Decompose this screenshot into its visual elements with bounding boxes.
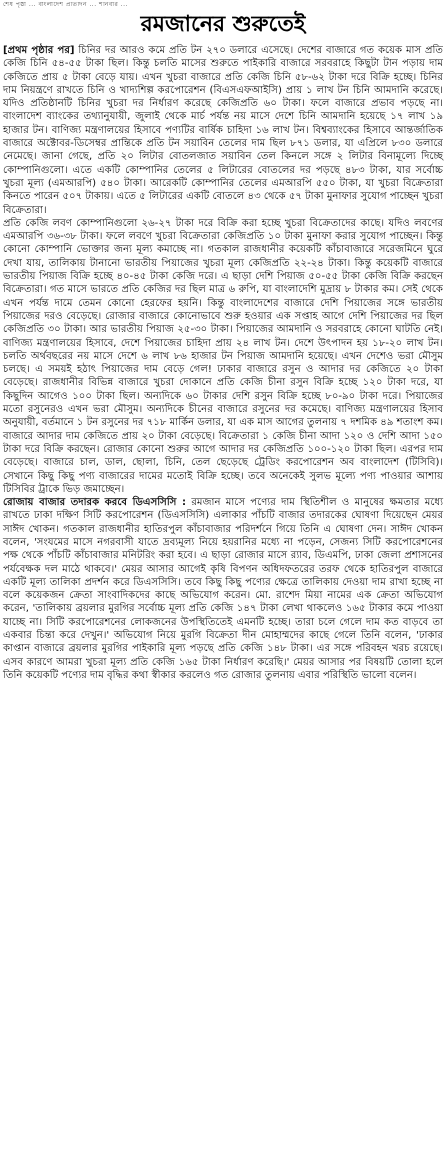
article-paragraph-3 [3, 496, 443, 682]
article-body [3, 44, 443, 682]
continued-from-label: [প্রথম পৃষ্ঠার পর] [3, 45, 75, 56]
article-paragraph-2: প্রতি কেজি লবণ কোম্পানিগুলো ২৬-২৭ টাকা দরে বিক্রি করা হচ্ছে খুচরা বিক্রেতাদের কাছে। যদিও লবণের এমআরপি ৩৬-৩৮ টাকা। ফলে লবণে খুচরা বিক্রেতারা কেজিপ্রতি ১০ টাকা মুনাফা করার সুযোগ পাচ্ছেন। কিন্তু কোনো কোম্পানি ভোক্তার জন্য মূল্য কমাচ্ছে না। গতকাল রাজধানীর কয়েকটি কাঁচাবাজারে সরেজমিনে ঘুরে দেখা যায়, তালিকায় টানানো ভারতীয় পিয়াজের খুচরা মূল্য কেজিপ্রতি ২২-২৪ টাকা। কিন্তু কয়েকটি বাজারে ভারতীয় পিয়াজ বিক্রি হচ্ছে ৪০-৪৫ টাকা কেজি দরে। এ ছাড়া দেশি পিয়াজ ৫০-৫৫ টাকা কেজি বিক্রি করছেন বিক্রেতারা। গত মাসে ভারতে প্রতি কেজির দর ছিল মাত্র ৬ রুপি, যা বাংলাদেশি মুদ্রায় ৮ টাকার কম। সেই থেকে এখন পর্যন্ত দামে তেমন কোনো হেরফের হয়নি। কিন্তু বাংলাদেশের বাজারে দেশি পিয়াজের সঙ্গে ভারতীয় পিয়াজের দরও বেড়েছে। রোজার বাজারে কোনোভাবে শুরু হওয়ার এক সপ্তাহ আগে দেশি পিয়াজের দর ছিল কেজিপ্রতি ৩০ টাকা। আর ভারতীয় পিয়াজ ২৫-৩০ টাকা। পিয়াজের আমদানি ও সরবরাহে কোনো ঘাটতি নেই। বাণিজ্য মন্ত্রণালয়ের হিসাবে, দেশে পিয়াজের চাহিদা প্রায় ২৪ লাখ টন। দেশে উৎপাদন হয় ১৮-২০ লাখ টন। চলতি অর্থবছরের নয় মাসে দেশে ৬ লাখ ৮৬ হাজার টন পিয়াজ আমদানি হয়েছে। এখন দেশেও ভরা মৌসুম চলছে। এ সময়ই হঠাৎ পিয়াজের দাম বেড়ে গেল! ঢাকার বাজারে রসুন ও আদার দর কেজিতে ২০ টাকা বেড়েছে। রাজধানীর বিভিন্ন বাজারে খুচরা দোকানে প্রতি কেজি চীনা রসুন বিক্রি হচ্ছে ১২০ টাকা দরে, যা কিছুদিন আগেও ১০০ টাকা ছিল। অন্যদিকে ৬০ টাকার দেশি রসুন বিক্রি হচ্ছে ৮০-৯০ টাকা দরে। পিয়াজের মতো রসুনেরও এখন ভরা মৌসুম। অন্যদিকে চীনের বাজারে রসুনের দর কমেছে। বাণিজ্য মন্ত্রণালয়ের হিসাব অনুযায়ী, বর্তমানে ১ টন রসুনের দর ৭১৮ মার্কিন ডলার, যা এক মাস আগের তুলনায় ৭ দশমিক ৪৯ শতাংশ কম। বাজারে আদার দাম কেজিতে প্রায় ২০ টাকা বেড়েছে। বিক্রেতারা ১ কেজি চীনা আদা ১২০ ও দেশি আদা ১৫০ টাকা দরে বিক্রি করছেন। রোজার কোনো শুরুর আগে আদার দর কেজিপ্রতি ১০০-১২০ টাকা ছিল। এরপর দাম বেড়েছে। বাজারে চাল, ডাল, ছোলা, চিনি, তেল ছেড়েছে ট্রেডিং করপোরেশন অব বাংলাদেশ (টিসিবি)। সেখানে কিছু কিছু পণ্য বাজারের দামের মতোই বিক্রি হচ্ছে। তবে অনেকেই সুলভ মূল্যে পণ্য পাওয়ার আশায় টিসিবির ট্রাকে ভিড় জমাচ্ছেন। [3, 217, 443, 495]
page-top-strip: শেষ পৃষ্ঠা ... বাংলাদেশ প্রতিদিন ... শনিবার ... [3, 2, 128, 8]
paragraph-1-text: চিনির দর আরও কমে প্রতি টন ২৭০ ডলারে এসেছে। দেশের বাজারে গত কয়েক মাস প্রতি কেজি চিনি ৫৪-৫৫ টাকা ছিল। কিন্তু চলতি মাসের শুরুতে পাইকারি বাজারে সরবরাহে কিছুটা টান পড়ায় দাম কেজিতে প্রায় ৫ টাকা বেড়ে যায়। এখন খুচরা বাজারে প্রতি কেজি চিনি ৫৮-৬২ টাকা দরে বিক্রি হচ্ছে। চিনির দাম নিয়ন্ত্রণে রাখতে চিনি ও খাদ্যশিল্প করপোরেশন (বিএসএফআইসি) প্রায় ১ লাখ টন চিনি আমদানি করেছে। যদিও প্রতিষ্ঠানটি চিনির খুচরা দর নির্ধারণ করেছে কেজিপ্রতি ৬০ টাকা। ফলে বাজারে প্রভাব পড়ছে না। বাংলাদেশ ব্যাংকের তথ্যানুযায়ী, জুলাই থেকে মার্চ পর্যন্ত নয় মাসে দেশে চিনি আমদানি হয়েছে ১৭ লাখ ১৯ হাজার টন। বাণিজ্য মন্ত্রণালয়ের হিসাবে পণ্যটির বার্ষিক চাহিদা ১৬ লাখ টন। বিশ্বব্যাংকের হিসাবে আন্তর্জাতিক বাজারে অক্টোবর-ডিসেম্বর প্রান্তিকে প্রতি টন সয়াবিন তেলের দাম ছিল ৮৭১ ডলার, যা এপ্রিলে ৮৩০ ডলারে নেমেছে। জানা গেছে, প্রতি ২০ লিটার বোতলজাত সয়াবিন তেল কিনলে সঙ্গে ২ লিটার বিনামূল্যে দিচ্ছে কোম্পানিগুলো। এতে একটি কোম্পানির তেলের ৫ লিটারের বোতলের দর পড়ছে ৪৮৩ টাকা, যার সর্বোচ্চ খুচরা মূল্য (এমআরপি) ৫৪০ টাকা। আরেকটি কোম্পানির তেলের এমআরপি ৫৫০ টাকা, যা খুচরা বিক্রেতারা কিনতে পারেন ৫০৭ টাকায়। এতে ৫ লিটারের একটি বোতলে ৪৩ থেকে ৫৭ টাকা মুনাফার সুযোগ পাচ্ছেন খুচরা বিক্রেতারা। [3, 45, 443, 216]
article-paragraph-1 [3, 44, 443, 217]
article-headline: রমজানের শুরুতেই [140, 12, 306, 37]
closing-paragraph-text: রমজান মাসে পণ্যের দাম স্থিতিশীল ও মানুষের ক্ষমতার মধ্যে রাখতে ঢাকা দক্ষিণ সিটি করপোরেশন (ডিএসসিসি) এলাকার পাঁচটি বাজার তদারকের ঘোষণা দিয়েছেন মেয়র সাঈদ খোকন। গতকাল রাজধানীর হাতিরপুল কাঁচাবাজার পরিদর্শনে গিয়ে তিনি এ ঘোষণা দেন। সাঈদ খোকন বলেন, 'সংযমের মাসে নগরবাসী যাতে দ্রব্যমূল্য নিয়ে হয়রানির মধ্যে না পড়েন, সেজন্য সিটি করপোরেশনের পক্ষ থেকে পাঁচটি কাঁচাবাজার মনিটরিং করা হবে। এ ছাড়া রোজার মাসে র‌্যাব, ডিএমপি, ঢাকা জেলা প্রশাসনের পর্যবেক্ষক দল মাঠে থাকবে।' মেয়র আসার আগেই কৃষি বিপণন অধিদফতরের তরফ থেকে হাতিরপুল বাজারে একটি মূল্য তালিকা প্রদর্শন করে ডিএসসিসি। তবে কিছু কিছু পণ্যের ক্ষেত্রে তালিকায় দেওয়া দাম রাখা হচ্ছে না বলে কয়েকজন ক্রেতা সাংবাদিকদের কাছে অভিযোগ করেন। মো. রাশেদ মিয়া নামের এক ক্রেতা অভিযোগ করেন, 'তালিকায় ব্রয়লার মুরগির সর্বোচ্চ মূল্য প্রতি কেজি ১৪৭ টাকা লেখা থাকলেও ১৬৫ টাকার কমে পাওয়া যাচ্ছে না। সিটি করপোরেশনের লোকজনের উপস্থিতিতেই এমনটি হচ্ছে। তারা চলে গেলে দাম কত বাড়বে তা একবার চিন্তা করে দেখুন।' অভিযোগ নিয়ে মুরগি বিক্রেতা দীন মোহাম্মদের কাছে গেলে তিনি বলেন, 'ঢাকার কাপ্তান বাজারে ব্রয়লার মুরগির পাইকারি মূল্য পড়ছে প্রতি কেজি ১৪৮ টাকা। এর সঙ্গে পরিবহন খরচ রয়েছে। এসব কারণে আমরা খুচরা মূল্য প্রতি কেজি ১৬৫ টাকা নির্ধারণ করেছি।' মেয়র আসার পর বিষয়টি তোলা হলে তিনি কয়েকটি পণ্যের দাম বৃদ্ধির কথা স্বীকার করলেও গত রোজার তুলনায় এবার পরিস্থিতি ভালো বলেন। [3, 497, 444, 681]
section-subhead: রোজায় বাজার তদারক করবে ডিএসসিসি : [3, 497, 187, 509]
